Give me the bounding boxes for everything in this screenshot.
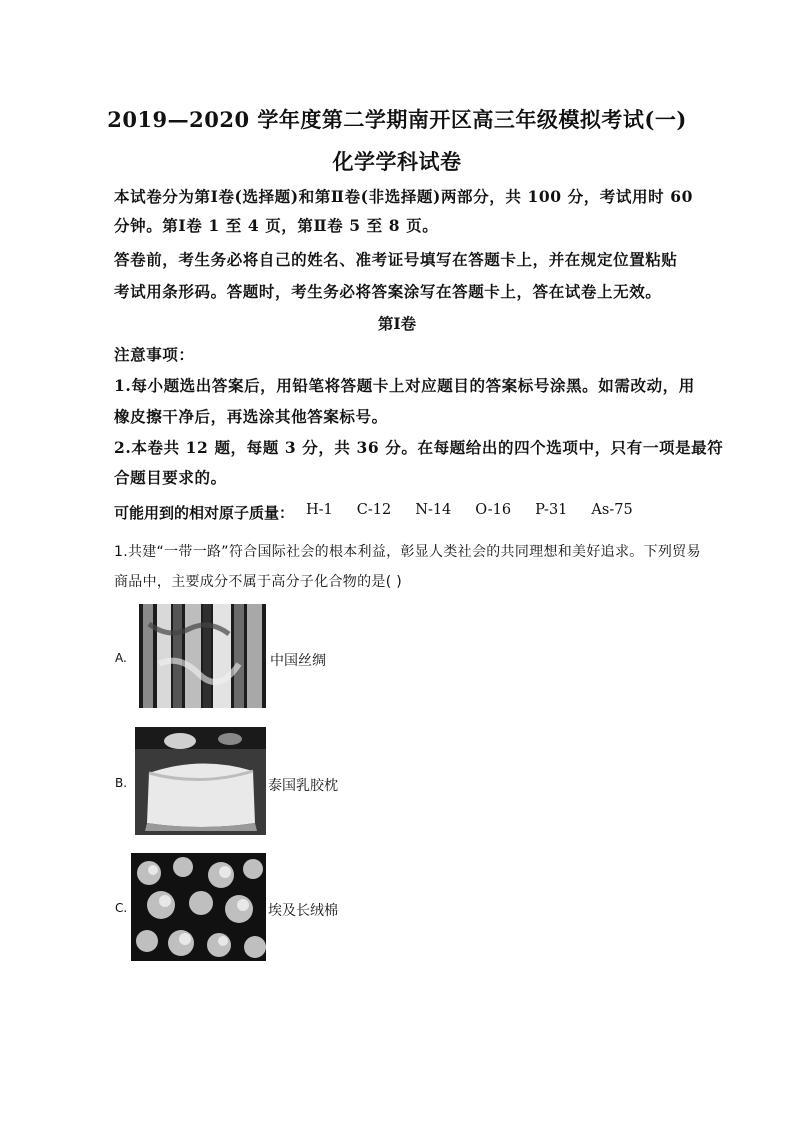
notes-heading: 注意事项： <box>114 345 195 364</box>
intro-line-1: 本试卷分为第Ⅰ卷(选择题)和第Ⅱ卷(非选择题)两部分，共 100 分，考试用时 60 <box>114 187 693 206</box>
atomic-mass-item: N-14 <box>415 502 452 518</box>
option-a-caption: 中国丝绸 <box>270 653 326 669</box>
question-1-line-1: 1.共建“一带一路”符合国际社会的根本利益，彰显人类社会的共同理想和美好追求。下列贸易 <box>114 544 701 560</box>
pillow-photo <box>135 727 266 835</box>
section-heading: 第Ⅰ卷 <box>377 314 417 333</box>
intro-line-3: 答卷前，考生务必将自己的姓名、准考证号填写在答题卡上，并在规定位置粘贴 <box>114 250 678 269</box>
silk-photo <box>139 604 266 708</box>
note-2-line-1: 2.本卷共 12 题，每题 3 分，共 36 分。在每题给出的四个选项中，只有一项是最符 <box>114 438 724 457</box>
atomic-masses <box>114 502 657 523</box>
option-c-label: C. <box>115 901 128 915</box>
atomic-mass-item: H-1 <box>306 502 333 518</box>
exam-title: 2019—2020 学年度第二学期南开区高三年级模拟考试(一) <box>107 107 687 132</box>
option-b-caption: 泰国乳胶枕 <box>268 778 338 794</box>
note-1-line-2: 橡皮擦干净后，再选涂其他答案标号。 <box>114 407 388 426</box>
atomic-mass-item: P-31 <box>535 502 568 518</box>
atomic-masses-label: 可能用到的相对原子质量： <box>114 504 295 522</box>
cotton-photo <box>131 853 266 961</box>
note-2-line-2: 合题目要求的。 <box>114 468 227 487</box>
atomic-mass-item: As-75 <box>591 502 633 518</box>
note-1-line-1: 1.每小题选出答案后，用铅笔将答题卡上对应题目的答案标号涂黑。如需改动，用 <box>114 376 695 395</box>
intro-line-2: 分钟。第Ⅰ卷 1 至 4 页，第Ⅱ卷 5 至 8 页。 <box>114 216 439 235</box>
intro-line-4: 考试用条形码。答题时，考生务必将答案涂写在答题卡上，答在试卷上无效。 <box>114 282 662 301</box>
option-b-label: B. <box>115 776 128 790</box>
atomic-mass-item: O-16 <box>475 502 512 518</box>
atomic-mass-item: C-12 <box>356 502 392 518</box>
option-a-label: A. <box>115 651 127 665</box>
exam-subtitle: 化学学科试卷 <box>332 149 462 174</box>
option-c-caption: 埃及长绒棉 <box>268 903 338 919</box>
question-1-line-2: 商品中，主要成分不属于高分子化合物的是( ) <box>114 574 402 590</box>
